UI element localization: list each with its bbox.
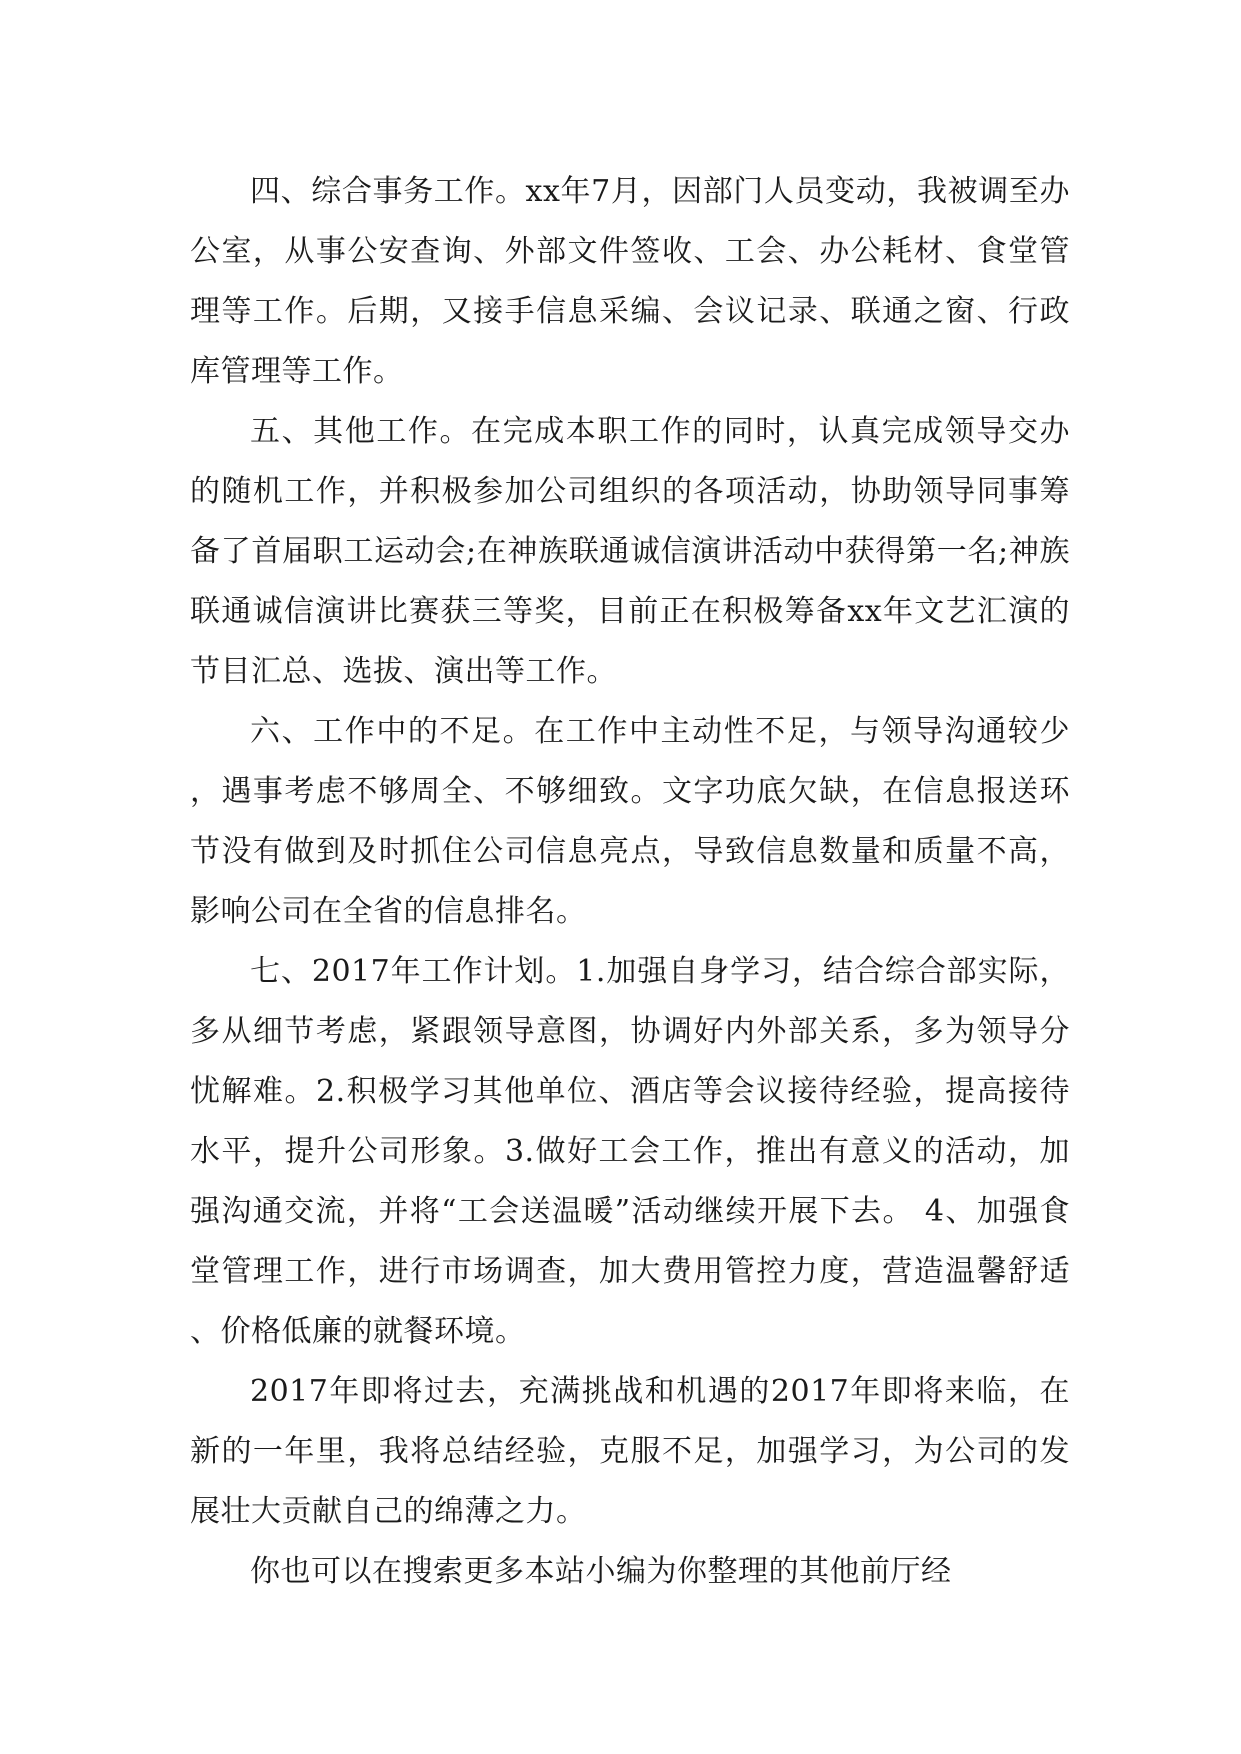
paragraph-other-work: 五、其他工作。在完成本职工作的同时，认真完成领导交办的随机工作，并积极参加公司组织的各项活动，协助领导同事筹备了首届职工运动会;在神族联通诚信演讲活动中获得第一名;神族联通诚信演讲比赛获三等奖，目前正在积极筹备xx年文艺汇演的节目汇总、选拔、演出等工作。 (190, 414, 1070, 689)
paragraph-work-plan: 七、2017年工作计划。1.加强自身学习，结合综合部实际，多从细节考虑，紧跟领导意图，协调好内外部关系，多为领导分忧解难。2.积极学习其他单位、酒店等会议接待经验，提高接待水平，提升公司形象。3.做好工会工作，推出有意义的活动，加强沟通交流，并将“工会送温暖”活动继续开展下去。 4、加强食堂管理工作，进行市场调查，加大费用管控力度，营造温馨舒适、价格低廉的就餐环境。 (190, 954, 1070, 1349)
paragraph-shortcomings: 六、工作中的不足。在工作中主动性不足，与领导沟通较少，遇事考虑不够周全、不够细致。文字功底欠缺，在信息报送环节没有做到及时抓住公司信息亮点，导致信息数量和质量不高，影响公司在全省的信息排名。 (190, 714, 1070, 929)
paragraph-more-info: 你也可以在搜索更多本站小编为你整理的其他前厅经 (250, 1554, 952, 1589)
paragraph-closing: 2017年即将过去，充满挑战和机遇的2017年即将来临，在新的一年里，我将总结经验，克服不足，加强学习，为公司的发展壮大贡献自己的绵薄之力。 (190, 1374, 1070, 1529)
document-body (190, 162, 1070, 1602)
paragraph-comprehensive-affairs: 四、综合事务工作。xx年7月，因部门人员变动，我被调至办公室，从事公安查询、外部文件签收、工会、办公耗材、食堂管理等工作。后期，又接手信息采编、会议记录、联通之窗、行政库管理等工作。 (190, 174, 1070, 389)
